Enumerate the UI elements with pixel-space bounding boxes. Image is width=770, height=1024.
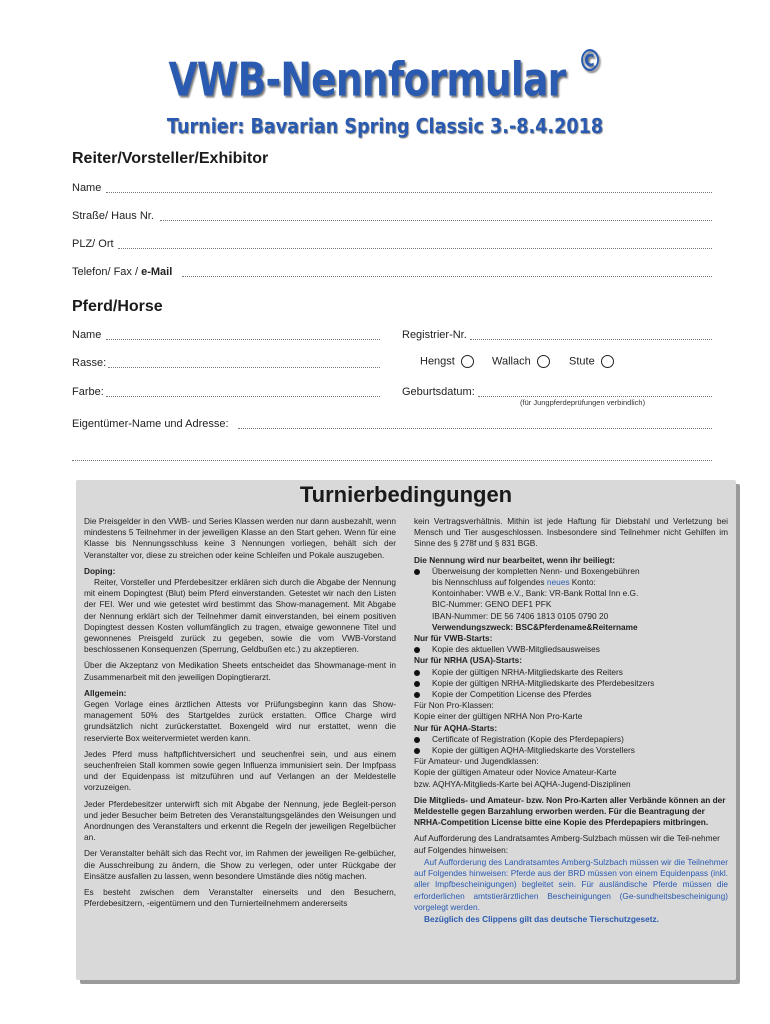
bank-owner: Kontoinhaber: VWB e.V., Bank: VR-Bank Rottal Inn e.G. — [432, 588, 639, 599]
bullet-icon — [414, 647, 420, 653]
registry-field[interactable] — [470, 339, 712, 340]
nonpro-item: Kopie einer der gültigen NRHA Non Pro-Karte — [414, 711, 583, 722]
conditions-right-column — [414, 516, 728, 925]
birthdate-note: (für Jungpferdeprüfungen verbindlich) — [520, 398, 646, 407]
conditions-left-column — [84, 516, 396, 915]
rider-city-field[interactable] — [118, 248, 712, 249]
rider-city-label: PLZ/ Ort — [72, 238, 114, 250]
owner-label: Eigentümer-Name und Adresse: — [72, 418, 229, 430]
stallion-radio[interactable] — [461, 355, 474, 368]
rider-phone-label: Telefon/ Fax / e-Mail — [72, 266, 173, 278]
rider-name-field[interactable] — [106, 192, 712, 193]
changes-text: Der Veranstalter behält sich das Recht vor, im Rahmen der jeweiligen Re-gelbücher, die Ausschreibung zu ändern, die Show zu verlegen, oder unter Rückgabe der Einsätze ausfallen zu lassen, wenn besondere Umstände dies nötig machen. — [84, 848, 396, 881]
bank-iban: IBAN-Nummer: DE 56 7406 1813 0105 0790 20 — [432, 610, 609, 621]
mare-radio[interactable] — [601, 355, 614, 368]
contract-text: kein Vertragsverhältnis. Mithin ist jede Haftung für Diebstahl und Verletzung bei Mensch und Tier ausgeschlossen. Insbesondere sind Teilnehmer nicht Gehilfen im Sinne des § 278f und § 831 BGB. — [414, 516, 728, 549]
birthdate-field[interactable] — [478, 396, 712, 397]
color-label: Farbe: — [72, 386, 104, 398]
birthdate-label: Geburtsdatum: — [402, 386, 475, 398]
authority-blue-text: Auf Aufforderung des Landratsamtes Amberg-Sulzbach müssen wir die Teilnehmer auf Folgendes hinweisen: Pferde aus der BRD müssen von einem Equidenpass (inkl. aller Impfbescheinigungen) begleitet sein. Für ausländische Pferde müssen die erforderlichen amtstierärztlichen Bescheinigungen (Ge-sundheitsbescheinigung) vorgelegt werden. — [414, 856, 728, 912]
aqha-item: Certificate of Registration (Kopie des Pferdepapiers) — [414, 734, 728, 745]
horse-name-field[interactable] — [106, 339, 380, 340]
bullet-icon — [414, 681, 420, 687]
nrha-item: Kopie der Competition License des Pferdes — [414, 689, 728, 700]
gelding-radio[interactable] — [537, 355, 550, 368]
medication-text: Über die Akzeptanz von Medikation Sheets entscheidet das Showmanage-ment in Zusammenarbeit mit den jeweiligen Dopingtierarzt. — [84, 660, 396, 682]
breed-field[interactable] — [108, 367, 380, 368]
bullet-icon — [414, 748, 420, 754]
nrha-heading: Nur für NRHA (USA)-Starts: — [414, 655, 523, 666]
vwb-heading: Nur für VWB-Starts: — [414, 633, 493, 644]
bank-bullet — [414, 566, 728, 633]
bank-reference: Verwendungszweck: BSC&Pferdename&Reitername — [432, 621, 638, 632]
rider-heading: Reiter/Vorsteller/Exhibitor — [72, 150, 269, 167]
clipping-text: Bezüglich des Clippens gilt das deutsche Tierschutzgesetz. — [424, 913, 659, 924]
aqha-heading: Nur für AQHA-Starts: — [414, 722, 498, 733]
rider-name-label: Name — [72, 182, 102, 194]
rider-street-label: Straße/ Haus Nr. — [72, 210, 154, 222]
bank-line-2: bis Nennschluss auf folgendes neues Konto: — [432, 577, 596, 588]
bullet-icon — [414, 737, 420, 743]
bullet-icon — [414, 670, 420, 676]
entry-requirements-heading: Die Nennung wird nur bearbeitet, wenn ihr beiliegt: — [414, 554, 615, 565]
liability-text: Es besteht zwischen dem Veranstalter einerseits und den Besuchern, Pferdebesitzern, -eigentümern und den Turnierteilnehmern andererseits — [84, 887, 396, 909]
aqha-item: Kopie der gültigen AQHA-Mitgliedskarte des Vorstellers — [414, 745, 728, 756]
authority-text: Auf Aufforderung des Landratsamtes Amberg-Sulzbach müssen wir die Teil-nehmer auf Folgendes hinweisen: — [414, 833, 720, 855]
registry-label: Registrier-Nr. — [402, 329, 467, 341]
cond-prize-text: Die Preisgelder in den VWB- und Series Klassen werden nur dann ausbezahlt, wenn mindestens 5 Teilnehmer in der jeweiligen Klasse an den Start gehen. Wenn für eine Klasse bis Nennungsschluss keine 3 Nennungen vorliegen, behält sich der Veranstalter vor, diese zu streichen oder keine Schleifen und Pokale auszugeben. — [84, 516, 396, 560]
horse-heading: Pferd/Horse — [72, 298, 163, 315]
doping-heading: Doping: — [84, 565, 116, 576]
bank-line-1: Überweisung der kompletten Nenn- und Boxengebühren — [432, 565, 640, 576]
copyright-symbol: © — [577, 44, 602, 79]
membership-text: Die Mitglieds- und Amateur- bzw. Non Pro-Karten aller Verbände können an der Meldestelle gegen Barzahlung erworben werden. Für die Beantragung der NRHA-Competition License bitte eine Kopie des Pferdepapiers mitbringen. — [414, 794, 726, 828]
form-title: VWB-Nennformular © — [168, 44, 602, 107]
color-field[interactable] — [106, 396, 380, 397]
stallion-option[interactable]: Hengst — [420, 355, 474, 368]
doping-text: Reiter, Vorsteller und Pferdebesitzer erklären sich durch die Abgabe der Nennung mit einem Dopingtest (Blut) beim Pferd einverstanden. Getestet wir nach den Listen der FEI. Wer und wie getestet wird bestimmt das Show-management. Mit Abgabe der Nennung erklärt sich der Teilnehmer damit einverstanden, bei einem positiven Dopingtest dessen Kosten vollumfänglich zu tragen, etwaige gewonnene Titel und gewonnenes Preisgeld zurück zu gegeben, sowie die vom VWB-Vorstand beschlossenen Konsequenzen (Sperrung, Geldbußen etc.) zu akzeptieren. — [84, 577, 396, 655]
general-heading: Allgemein: — [84, 687, 127, 698]
nrha-item: Kopie der gültigen NRHA-Mitgliedskarte des Pferdebesitzers — [414, 678, 728, 689]
tournament-subtitle: Turnier: Bavarian Spring Classic 3.-8.4.2018 — [166, 114, 604, 138]
horse-name-label: Name — [72, 329, 102, 341]
vwb-item: Kopie des aktuellen VWB-Mitgliedsausweises — [414, 644, 728, 655]
nrha-item: Kopie der gültigen NRHA-Mitgliedskarte des Reiters — [414, 667, 728, 678]
gelding-option[interactable]: Wallach — [492, 355, 550, 368]
amateur-item-2: bzw. AQHYA-Mitglieds-Karte bei AQHA-Jugend-Disziplinen — [414, 778, 631, 789]
insurance-text: Jedes Pferd muss haftpflichtversichert und seuchenfrei sein, und aus einem seuchenfreien Stall kommen sowie gegen Influenza immunisiert sein. Der Impfpass und der Equidenpass ist mitzuführen und auf Verlangen an der Meldestelle vorzuzeigen. — [84, 748, 396, 793]
rules-text: Jeder Pferdebesitzer unterwirft sich mit Abgabe der Nennung, jede Begleit-person und jeder Besucher beim Betreten des Veranstaltungsgeländes den Weisungen und Anordnungen des Veranstalters und erkennt die Regeln der jeweiligen Regelbücher an. — [84, 798, 396, 843]
amateur-heading: Für Amateur- und Jugendklassen: — [414, 756, 539, 767]
owner-field-1[interactable] — [238, 428, 712, 429]
breed-label: Rasse: — [72, 357, 107, 369]
amateur-item-1: Kopie der gültigen Amateur oder Novice Amateur-Karte — [414, 767, 617, 778]
bank-bic: BIC-Nummer: GENO DEF1 PFK — [432, 599, 552, 610]
rider-street-field[interactable] — [160, 220, 712, 221]
rider-phone-field[interactable] — [182, 276, 712, 277]
owner-field-2[interactable] — [72, 460, 712, 461]
nonpro-heading: Für Non Pro-Klassen: — [414, 700, 494, 711]
general-text: Gegen Vorlage eines ärztlichen Attests vor Prüfungsbeginn kann das Show-management 50% des Startgeldes zurück erstatten. Office Charge wird grundsätzlich nicht zurückerstattet. Boxengeld wird nur erstattet, wenn die reservierte Box weitervermietet werden kann. — [84, 699, 396, 743]
mare-option[interactable]: Stute — [569, 355, 614, 368]
conditions-title: Turnierbedingungen — [299, 482, 513, 507]
bullet-icon — [414, 569, 420, 575]
bullet-icon — [414, 692, 420, 698]
